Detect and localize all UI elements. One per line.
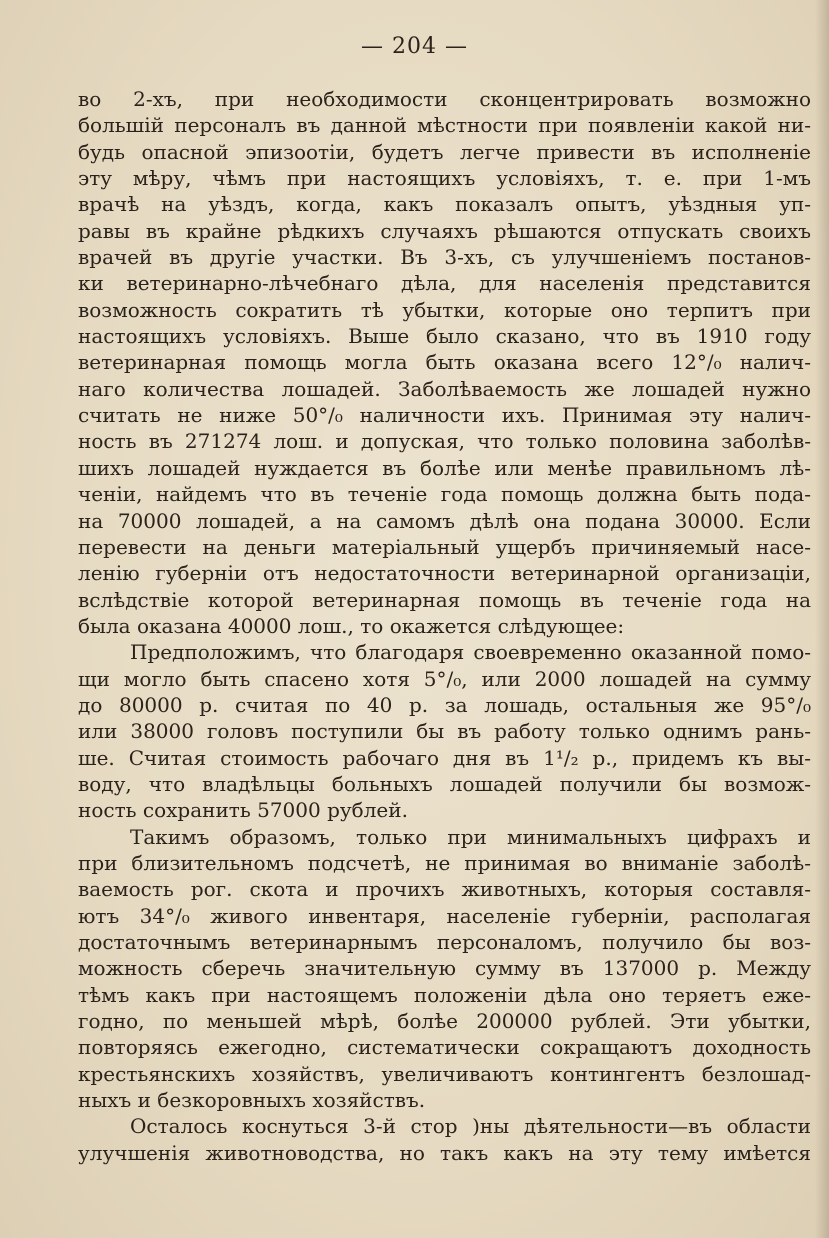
text-line: крестьянскихъ хозяйствъ, увеличиваютъ контингентъ безлошад- bbox=[78, 1061, 811, 1086]
body-text bbox=[78, 86, 811, 1166]
text-line: ютъ 34°/₀ живого инвентаря, населеніе губерніи, располагая bbox=[78, 903, 811, 928]
text-line: шихъ лошадей нуждается въ болѣе или менѣе правильномъ лѣ- bbox=[78, 455, 811, 480]
text-line: будь опасной эпизоотіи, будетъ легче привести въ исполненіе bbox=[78, 139, 811, 164]
text-line: настоящихъ условіяхъ. Выше было сказано, что въ 1910 году bbox=[78, 324, 811, 349]
text-line: на 70000 лошадей, а на самомъ дѣлѣ она подана 30000. Если bbox=[78, 508, 811, 533]
text-line: считать не ниже 50°/₀ наличности ихъ. Принимая эту налич- bbox=[78, 403, 811, 428]
text-line: ченіи, найдемъ что въ теченіе года помощь должна быть пода- bbox=[78, 482, 811, 507]
text-line: при близительномъ подсчетѣ, не принимая во вниманіе заболѣ- bbox=[78, 850, 811, 875]
text-line: Такимъ образомъ, только при минимальныхъ цифрахъ и bbox=[130, 824, 811, 849]
text-line: до 80000 р. считая по 40 р. за лошадь, остальныя же 95°/₀ bbox=[78, 692, 811, 717]
text-line: перевести на деньги матеріальный ущербъ причиняемый насе- bbox=[78, 534, 811, 559]
text-line: воду, что владѣльцы больныхъ лошадей получили бы возмож- bbox=[78, 771, 811, 796]
text-line: наго количества лошадей. Заболѣваемость же лошадей нужно bbox=[78, 376, 811, 401]
text-line: врачей въ другіе участки. Въ 3-хъ, съ улучшеніемъ постанов- bbox=[78, 245, 811, 270]
text-line: ветеринарная помощь могла быть оказана всего 12°/₀ налич- bbox=[78, 350, 811, 375]
text-line: врачѣ на уѣздъ, когда, какъ показалъ опытъ, уѣздныя уп- bbox=[78, 192, 811, 217]
text-line: или 38000 головъ поступили бы въ работу только однимъ рань- bbox=[78, 719, 811, 744]
text-line: Предположимъ, что благодаря своевременно оказанной помо- bbox=[130, 640, 811, 665]
text-line: ныхъ и безкоровныхъ хозяйствъ. bbox=[78, 1088, 426, 1113]
text-line: была оказана 40000 лош., то окажется слѣдующее: bbox=[78, 613, 625, 638]
text-line: тѣмъ какъ при настоящемъ положеніи дѣла оно теряетъ еже- bbox=[78, 982, 811, 1007]
text-line: возможность сократить тѣ убытки, которые оно терпитъ при bbox=[78, 297, 811, 322]
text-line: ваемость рог. скота и прочихъ животныхъ, которыя составля- bbox=[78, 877, 811, 902]
text-line: ленію губерніи отъ недостаточности ветеринарной организаціи, bbox=[78, 561, 811, 586]
text-line: можность сберечь значительную сумму въ 137000 р. Между bbox=[78, 956, 811, 981]
text-line: эту мѣру, чѣмъ при настоящихъ условіяхъ, т. е. при 1-мъ bbox=[78, 166, 811, 191]
text-line: годно, по меньшей мѣрѣ, болѣе 200000 рублей. Эти убытки, bbox=[78, 1009, 811, 1034]
text-line: ше. Считая стоимость рабочаго дня въ 1¹/₂ р., придемъ къ вы- bbox=[78, 745, 811, 770]
text-line: большій персоналъ въ данной мѣстности при появленіи какой ни- bbox=[78, 113, 811, 138]
text-line: вслѣдствіе которой ветеринарная помощь въ теченіе года на bbox=[78, 587, 811, 612]
text-line: достаточнымъ ветеринарнымъ персоналомъ, получило бы воз- bbox=[78, 930, 811, 954]
text-line: повторяясь ежегодно, систематически сокращаютъ доходность bbox=[78, 1035, 811, 1060]
text-line: ность сохранить 57000 рублей. bbox=[78, 798, 408, 823]
text-line: ки ветеринарно-лѣчебнаго дѣла, для населенія представится bbox=[78, 271, 811, 296]
text-line: во 2-хъ, при необходимости сконцентрировать возможно bbox=[78, 87, 811, 111]
text-line: улучшенія животноводства, но такъ какъ на эту тему имѣется bbox=[78, 1140, 811, 1165]
text-line: равы въ крайне рѣдкихъ случаяхъ рѣшаются отпускать своихъ bbox=[78, 218, 811, 243]
text-line: ность въ 271274 лош. и допуская, что только половина заболѣв- bbox=[78, 429, 811, 454]
text-line: щи могло быть спасено хотя 5°/₀, или 2000 лошадей на сумму bbox=[78, 666, 811, 691]
text-line: Осталось коснуться 3-й стор )ны дѣятельности—въ области bbox=[130, 1114, 811, 1139]
page-edge-shadow bbox=[815, 0, 829, 1238]
page-number: — 204 — bbox=[361, 34, 468, 59]
